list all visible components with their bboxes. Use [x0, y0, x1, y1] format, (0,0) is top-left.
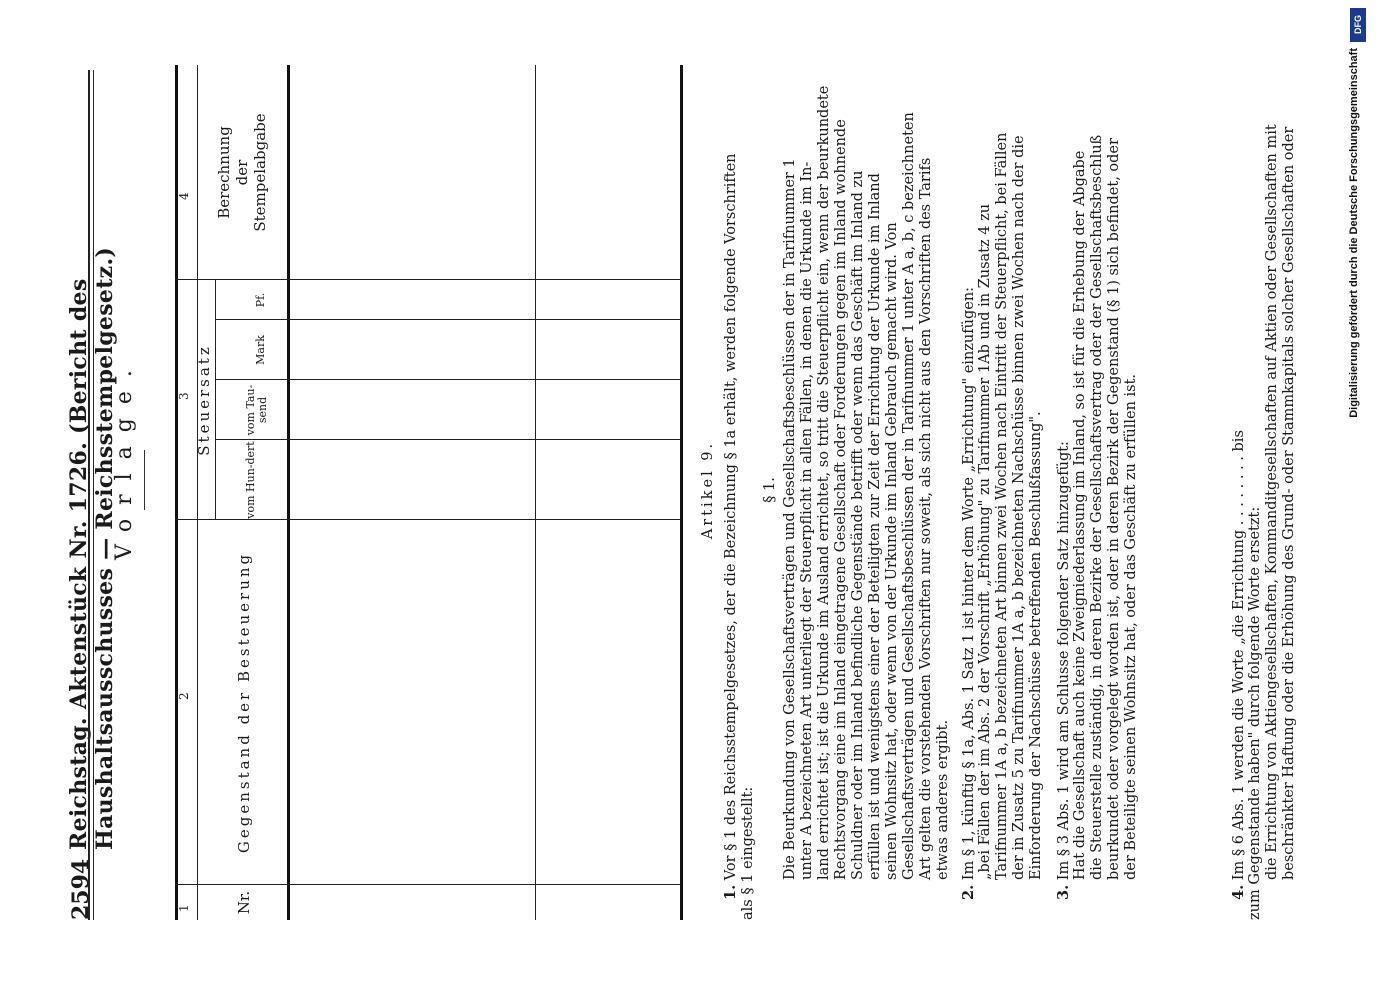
item-4-number: 4. [1230, 884, 1247, 900]
col4-header-line-2: der [233, 159, 251, 186]
col-number-3: 3 [177, 392, 191, 400]
table-row-rule [535, 65, 536, 920]
col-number-2: 2 [177, 692, 191, 700]
item-1-number: 1. [722, 884, 739, 900]
col3-sub-pfennig: Pf. [254, 292, 267, 308]
col3-sub-divider-1 [215, 439, 680, 440]
item-3-text-1: Im § 3 Abs. 1 wird am Schlusse folgender Satz hinzugefügt: [1056, 441, 1072, 881]
para-line-5: Schuldner oder im Inland befindliche Gegenstände betrifft oder wenn das Geschäft im Inland zu [850, 170, 866, 880]
para-line-1: Die Beurkundung von Gesellschaftsverträgen und Gesellschaftsbeschlüssen der in Tarifnummer 1 [782, 158, 798, 880]
table-header-bottom-rule [287, 65, 290, 920]
col3-header: Steuersatz [195, 344, 213, 456]
col4-header-line-3: Stempelabgabe [251, 113, 269, 232]
header-rule [88, 70, 90, 920]
item-3-line-5: der Beteiligte seinen Wohnsitz hat, oder das Geschäft zu erfüllen ist. [1123, 373, 1139, 880]
para-line-10: etwas anderes ergibt. [935, 719, 951, 880]
para-line-7: seinen Wohnsitz hat, oder wenn von der Urkunde im Inland Gebrauch gemacht wird. Von [884, 222, 900, 880]
item-2-line-3: Tarifnummer 1A a, b bezeichneten Art binnen zwei Wochen nach Eintritt der Steuerpflicht, bei Fällen [994, 132, 1010, 880]
item-4-line-4: beschränkter Haftung oder die Erhöhung des Grund- oder Stammkapitals solcher Gesellschaften oder [1281, 126, 1297, 880]
col3-sub-divider-2 [215, 379, 680, 380]
item-2-line-2: „bei Fällen der im Abs. 2 der Vorschrift „Erhöhung" zu Tarifnummer 1Ab und in Zusatz 4 zu [977, 203, 993, 880]
running-header [60, 60, 118, 920]
digitization-imprint [1348, 8, 1378, 998]
para-line-6: erfüllen ist und wenigstens einer der Beteiligten zur Zeit der Errichtung der Urkunde im Inland [867, 173, 883, 880]
para-line-2: unter A bezeichneten Art unterliegt der Steuerpflicht in allen Fällen, in denen die Urkunde im In- [799, 161, 815, 880]
col3-sub-percent: vom Hun-dert [244, 441, 257, 519]
col2-header: Gegenstand der Besteuerung [235, 551, 253, 854]
col3-sub-mark: Mark [254, 335, 267, 365]
heading-rule [144, 450, 145, 510]
item-2-number: 2. [960, 884, 977, 900]
item-4-text-1: Im § 6 Abs. 1 werden die Worte „die Errichtung . . . . . . . . bis [1231, 430, 1247, 881]
col4-header-line-1: Berechnung [215, 126, 233, 219]
running-title: Reichstag. Aktenstück Nr. 1726. (Bericht des Haushaltsausschusses — Reichsstempelgesetz.) [66, 246, 118, 850]
imprint-text: Digitalisierung gefördert durch die Deutsche Forschungsgemeinschaft [1348, 48, 1360, 418]
para-line-4: Rechtsvorgang eine im Inland eingetragene Gesellschaft oder Forderungen gegen im Inland wohnende [833, 119, 849, 880]
paragraph-title: § 1. [762, 477, 778, 503]
col-number-1: 1 [177, 904, 191, 912]
col3-sub-divider-3 [215, 319, 680, 320]
item-1-line-2: als § 1 eingestellt: [740, 786, 756, 920]
col3-sub-permille: vom Tau-send [244, 384, 269, 436]
table-top-rule [175, 65, 178, 920]
article-title: Artikel 9. [700, 440, 716, 540]
dfg-logo: DFG [1350, 8, 1366, 42]
item-3-line-3: die Steuerstelle zuständig, in deren Bezirke der Gesellschaftsvertrag oder der Gesellschaftsbeschluß [1089, 134, 1105, 880]
para-line-3: land errichtet ist; ist die Urkunde im Ausland errichtet, so tritt die Steuerpflicht ein, wenn der beurkundete [816, 85, 832, 880]
item-3-number: 3. [1055, 884, 1072, 900]
col-number-4: 4 [177, 192, 191, 200]
item-3-line-2: Hat die Gesellschaft auch keine Zweigniederlassung im Inland, so ist für die Erhebung der Abgabe [1072, 150, 1088, 880]
para-line-9: Art gelten die vorstehenden Vorschriften nur soweit, als sich nicht aus den Vorschriften des Tarifs [918, 157, 934, 880]
item-1-line-1: Vor § 1 des Reichsstempelgesetzes, der die Bezeichnung § 1a erhält, werden folgende Vorschriften [723, 153, 739, 881]
item-2-text-1: Im § 1, künftig § 1a, Abs. 1 Satz 1 ist hinter dem Worte „Errichtung" einzufügen: [961, 286, 977, 881]
item-4-line-2: zum Gegenstande haben" durch folgende Worte ersetzt: [1247, 506, 1263, 920]
para-line-8: Gesellschaftsverträgen und Gesellschaftsbeschlüssen der in Tarifnummer 1 unter A a, b, c bezeichneten [901, 112, 917, 880]
page-number: 2594 [68, 858, 94, 920]
table-bottom-rule [680, 65, 683, 920]
item-1 [722, 153, 740, 900]
item-2-line-4: der in Zusatz 5 zu Tarifnummer 1A a, b bezeichneten Nachschüsse binnen zwei Wochen nach der die [1011, 135, 1027, 880]
tariff-table [175, 65, 695, 920]
section-heading: Vorlage. [112, 356, 137, 560]
col1-header: Nr. [235, 890, 253, 915]
header-rule-thin [93, 70, 94, 920]
item-2-line-5: Einforderung der Nachschüsse betreffenden Beschlußfassung". [1028, 411, 1044, 880]
col3-sub-rule [215, 280, 216, 520]
item-4-line-1 [1230, 430, 1248, 900]
item-4-line-3: die Errichtung von Aktiengesellschaften, Kommanditgesellschaften auf Aktien oder Gesellschaften mit [1264, 124, 1280, 880]
item-3-line-1 [1055, 441, 1073, 900]
item-3-line-4: beurkundet oder vorgelegt worden ist, oder in deren Bezirk der Gegenstand (§ 1) sich befindet, oder [1106, 138, 1122, 880]
item-2-line-1 [960, 287, 978, 900]
